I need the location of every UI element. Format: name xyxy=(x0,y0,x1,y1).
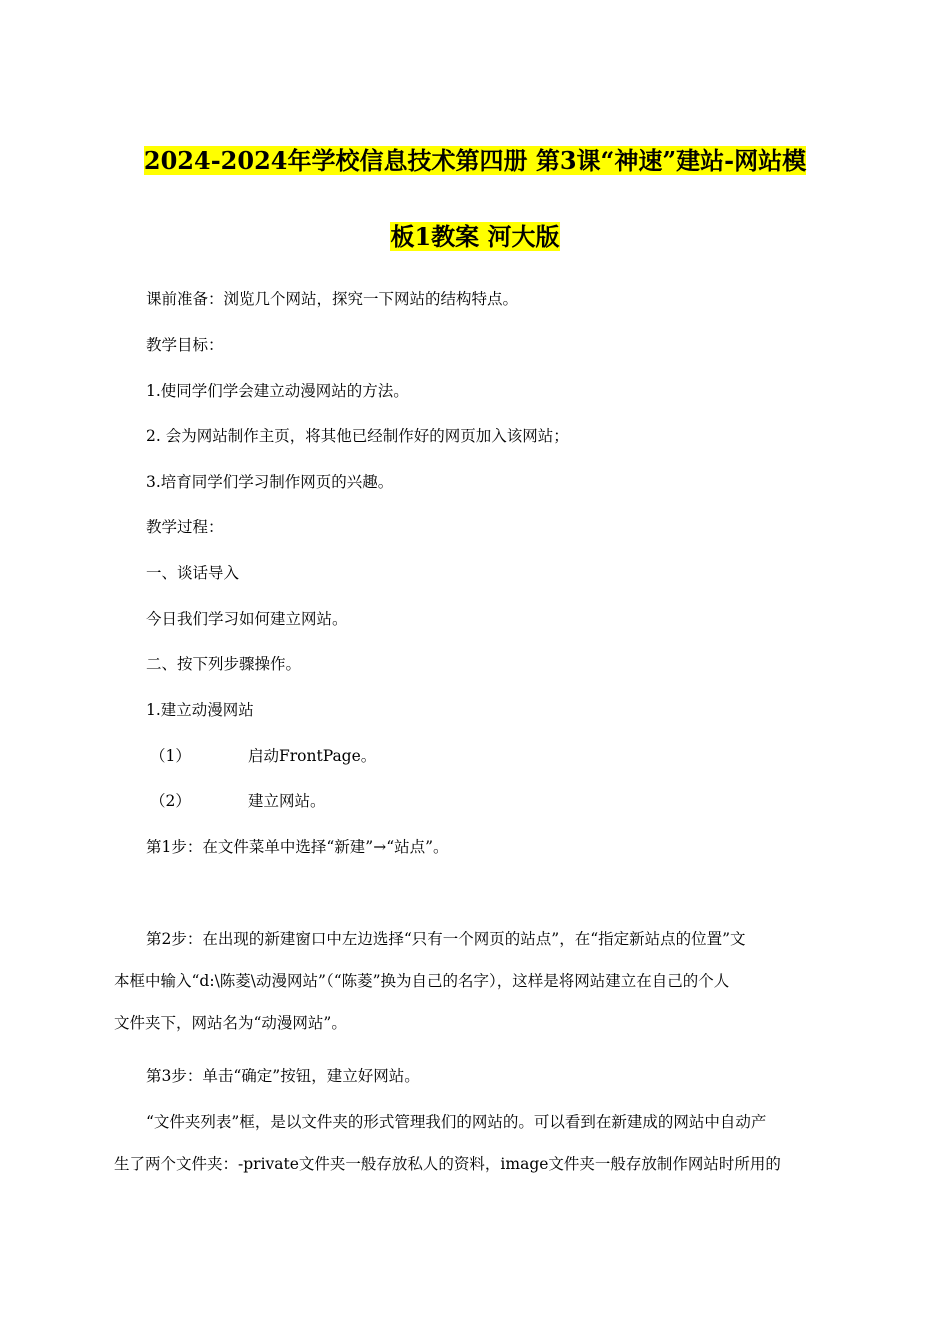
title-text-1: 2024-2024年学校信息技术第四册 第3课“神速”建站-网站模 xyxy=(143,146,807,175)
section-1-heading: 一、谈话导入 xyxy=(146,564,240,582)
title-text-2: 板1教案 河大版 xyxy=(390,222,560,251)
list-item-1-text: 启动FrontPage。 xyxy=(248,747,377,765)
list-item-1-number: （1） xyxy=(150,747,191,765)
step-2-line-1: 第2步：在出现的新建窗口中左边选择“只有一个网页的站点”，在“指定新站点的位置”文 xyxy=(146,930,746,948)
prep-paragraph: 课前准备：浏览几个网站，探究一下网站的结构特点。 xyxy=(146,290,519,308)
goal-item-3: 3.培育同学们学习制作网页的兴趣。 xyxy=(146,473,394,491)
document-title-line-1 xyxy=(0,146,950,176)
document-title-line-2 xyxy=(0,222,950,252)
step-1-paragraph: 第1步：在文件菜单中选择“新建”→“站点”。 xyxy=(146,838,449,856)
step-title: 1.建立动漫网站 xyxy=(146,701,254,719)
process-heading: 教学过程： xyxy=(146,518,224,536)
list-item-2-text: 建立网站。 xyxy=(248,792,326,810)
step-2-line-3: 文件夹下，网站名为“动漫网站”。 xyxy=(114,1014,347,1032)
folder-paragraph xyxy=(114,1113,836,1174)
goal-item-1: 1.使同学们学会建立动漫网站的方法。 xyxy=(146,382,409,400)
goal-heading: 教学目标： xyxy=(146,336,224,354)
goal-item-2: 2. 会为网站制作主页，将其他已经制作好的网页加入该网站； xyxy=(146,427,569,445)
list-item-2-number: （2） xyxy=(150,792,191,810)
step-2-line-2: 本框中输入“d:\陈菱\动漫网站”（“陈菱”换为自己的名字），这样是将网站建立在自己的个人 xyxy=(114,972,730,990)
folder-line-2: 生了两个文件夹：-private文件夹一般存放私人的资料，image文件夹一般存放制作网站时所用的 xyxy=(114,1155,781,1173)
section-2-heading: 二、按下列步骤操作。 xyxy=(146,655,302,673)
today-paragraph: 今日我们学习如何建立网站。 xyxy=(146,610,348,628)
step-3-paragraph: 第3步：单击“确定”按钮，建立好网站。 xyxy=(146,1067,420,1085)
folder-line-1: “文件夹列表”框，是以文件夹的形式管理我们的网站的。可以看到在新建成的网站中自动产 xyxy=(146,1113,767,1131)
step-2-paragraph xyxy=(114,930,836,1033)
